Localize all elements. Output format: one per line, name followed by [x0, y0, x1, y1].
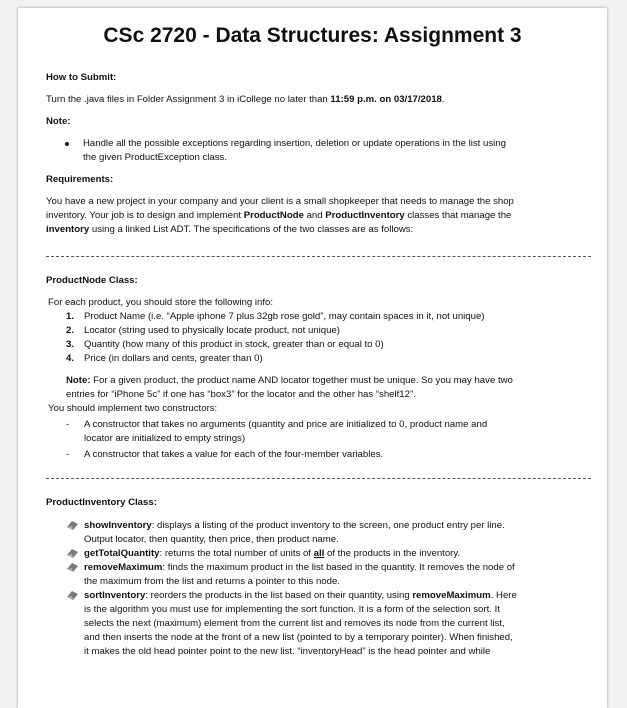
- productinventory-heading: ProductInventory Class:: [46, 497, 157, 508]
- submit-text-pre: Turn the .java files in Folder Assignment 3 in iCollege no later than: [46, 94, 331, 105]
- sort-inventory-line3: selects the next (maximum) element from the current list and removes its node from the current list,: [84, 618, 505, 629]
- req-line2-post: classes that manage the: [404, 210, 512, 221]
- get-total-quantity-line: [84, 547, 460, 560]
- sort-inventory-line5: it makes the old head pointer point to the new list. “inventoryHead” is the head pointer and while: [84, 646, 491, 657]
- sort-inventory-line4: and then inserts the node at the front of a new list (pointed to by a temporary pointer). When finished,: [84, 632, 513, 643]
- productnode-note-line2: entries for “iPhone 5c” if one has “box3” for the locator and the other has “shelf12”.: [66, 389, 416, 400]
- sort-desc-post: . Here: [490, 590, 517, 601]
- productnode-heading: ProductNode Class:: [46, 275, 138, 286]
- sort-inventory-line2: is the algorithm you must use for implementing the sort function. It is a form of the selection sort. It: [84, 604, 500, 615]
- constructor1-line1: A constructor that takes no arguments (quantity and price are initialized to 0, product name and: [84, 419, 488, 430]
- document-page: [18, 8, 607, 708]
- req-inventory-bold: inventory: [46, 224, 90, 235]
- list-item: Locator (string used to physically locate product, not unique): [84, 325, 340, 336]
- diamond-bullet-icon: [67, 591, 78, 600]
- method-showinventory: showInventory: [84, 520, 152, 531]
- note-line1-text: For a given product, the product name AND locator together must be unique. So you may have two: [90, 375, 513, 386]
- list-item: Quantity (how many of this product in stock, greater than or equal to 0): [84, 339, 384, 350]
- remove-maximum-line1: [84, 561, 515, 574]
- page-title: CSc 2720 - Data Structures: Assignment 3: [103, 24, 522, 47]
- total-desc-post: of the products in the inventory.: [324, 548, 461, 559]
- req-line3-post: using a linked List ADT. The specifications of the two classes are as follows:: [89, 224, 414, 235]
- note-label: Note:: [66, 375, 91, 386]
- sort-inventory-line1: [84, 589, 517, 602]
- constructors-intro: You should implement two constructors:: [48, 403, 218, 414]
- diamond-bullet-icon: [67, 549, 78, 558]
- requirements-line2: [46, 209, 511, 222]
- dash-bullet: -: [66, 449, 70, 460]
- method-removemaximum: removeMaximum: [84, 562, 163, 573]
- remove-maximum-desc: : finds the maximum product in the list based in the quantity. It removes the node of: [162, 562, 515, 573]
- constructor2-line: A constructor that takes a value for each of the four-member variables.: [84, 449, 384, 460]
- submit-text-post: .: [441, 94, 445, 105]
- constructor1-line2: locator are initialized to empty strings): [84, 433, 246, 444]
- total-desc-pre: : returns the total number of units of: [159, 548, 314, 559]
- diamond-bullet-icon: [67, 521, 78, 530]
- remove-maximum-line2: the maximum from the list and returns a pointer to this node.: [84, 576, 340, 587]
- list-item-number: 1.: [66, 311, 75, 322]
- method-gettotalquantity: getTotalQuantity: [84, 548, 160, 559]
- bullet-dot-icon: [65, 142, 69, 146]
- sort-desc-pre: : reorders the products in the list based on their quantity, using: [145, 590, 413, 601]
- list-item-number: 4.: [66, 353, 75, 364]
- diamond-bullet-icon: [67, 563, 78, 572]
- note-heading: Note:: [46, 116, 71, 127]
- total-all-emphasis: all: [313, 548, 325, 559]
- req-productinventory-bold: ProductInventory: [325, 210, 405, 221]
- productnode-note-line1: [66, 374, 513, 387]
- requirements-line1: You have a new project in your company and your client is a small shopkeeper that needs to manage the shop: [46, 196, 514, 207]
- section-divider: [46, 256, 591, 257]
- note-bullet-line1: Handle all the possible exceptions regarding insertion, deletion or update operations in the list using: [83, 138, 506, 149]
- productnode-intro: For each product, you should store the following info:: [48, 297, 274, 308]
- list-item: Price (in dollars and cents, greater than 0): [84, 353, 263, 364]
- show-inventory-line1: [84, 519, 505, 532]
- submit-deadline: 11:59 p.m. on 03/17/2018: [330, 94, 442, 105]
- list-item-number: 3.: [66, 339, 75, 350]
- submit-heading: How to Submit:: [46, 72, 117, 83]
- req-line2-mid: and: [303, 210, 326, 221]
- requirements-line3: [46, 223, 413, 236]
- note-bullet-line2: the given ProductException class.: [83, 152, 227, 163]
- method-sortinventory: sortInventory: [84, 590, 146, 601]
- req-productnode-bold: ProductNode: [243, 210, 304, 221]
- requirements-heading: Requirements:: [46, 174, 114, 185]
- show-inventory-line2: Output locator, then quantity, then price, then product name.: [84, 534, 339, 545]
- show-inventory-desc: : displays a listing of the product inventory to the screen, one product entry per line.: [151, 520, 505, 531]
- submit-text: [46, 93, 445, 106]
- req-line2-pre: inventory. Your job is to design and implement: [46, 210, 244, 221]
- section-divider: [46, 478, 591, 479]
- list-item-number: 2.: [66, 325, 75, 336]
- dash-bullet: -: [66, 419, 70, 430]
- list-item: Product Name (i.e. “Apple iphone 7 plus 32gb rose gold”, may contain spaces in it, not unique): [84, 311, 485, 322]
- sort-removemaximum-bold: removeMaximum: [412, 590, 491, 601]
